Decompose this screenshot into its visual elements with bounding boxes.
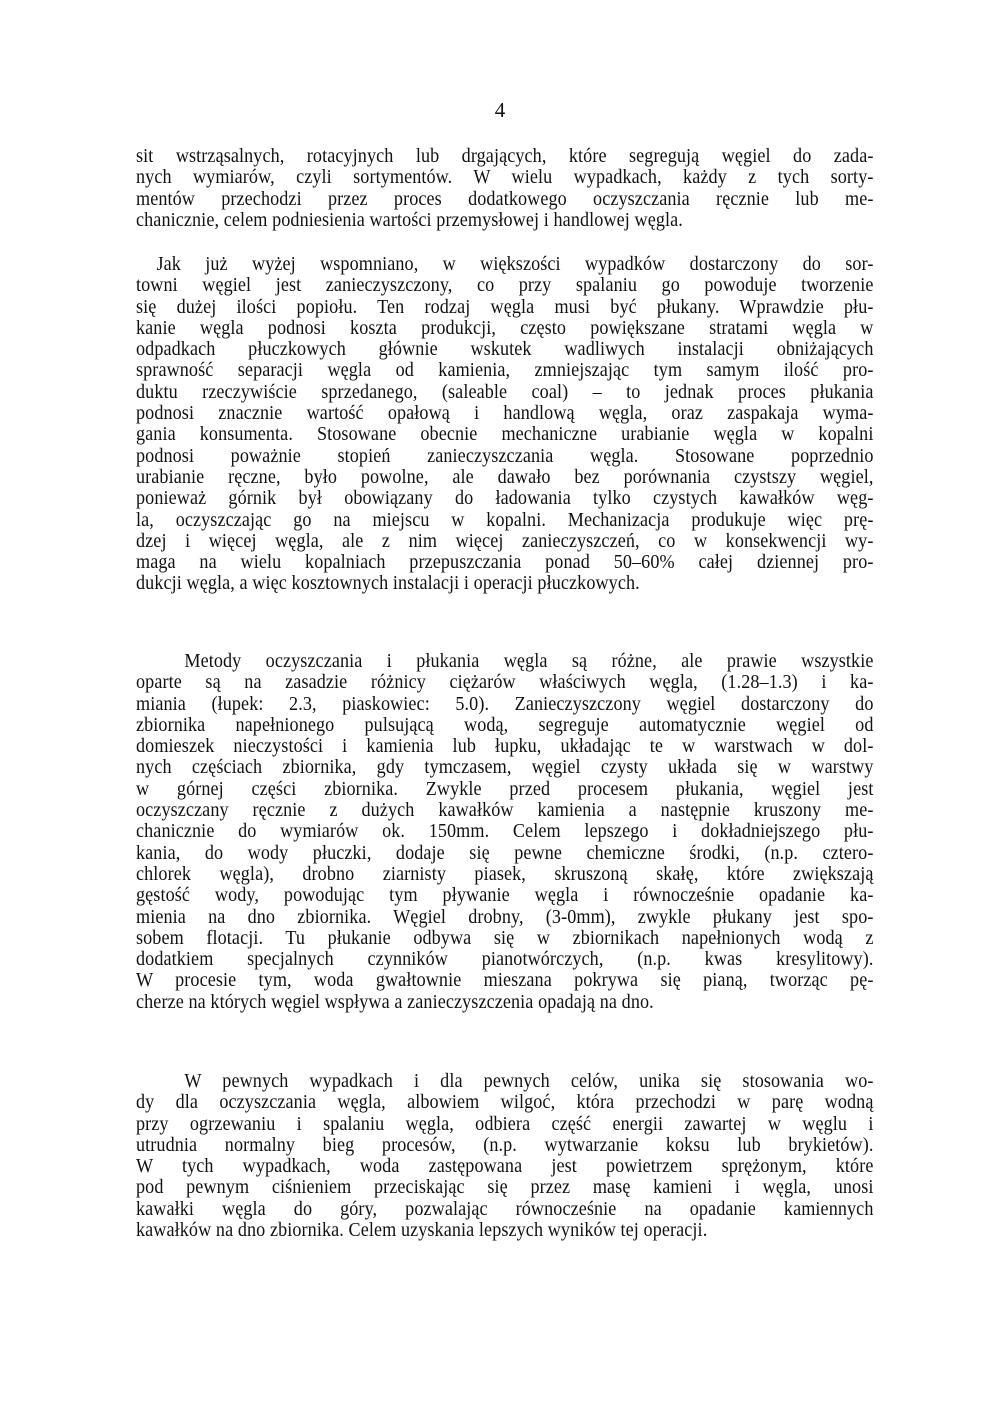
text-line: mienia na dno zbiornika. Węgiel drobny, (3-0mm), zwykle płukany jest spo- bbox=[136, 906, 874, 928]
text-line: przy ogrzewaniu i spalaniu węgla, odbiera część energii zawartej w węglu i bbox=[136, 1113, 874, 1135]
text-line: W procesie tym, woda gwałtownie mieszana pokrywa się pianą, tworząc pę- bbox=[136, 970, 874, 992]
text-line: dodatkiem specjalnych czynników pianotwórczych, (n.p. kwas kresylitowy). bbox=[136, 949, 874, 971]
text-line: nych wymiarów, czyli sortymentów. W wielu wypadkach, każdy z tych sorty- bbox=[136, 167, 874, 189]
text-line: podnosi poważnie stopień zanieczyszczania węgla. Stosowane poprzednio bbox=[136, 445, 874, 467]
text-line: gania konsumenta. Stosowane obecnie mechaniczne urabianie węgla w kopalni bbox=[136, 424, 874, 446]
text-line: chanicznie, celem podniesienia wartości przemysłowej i handlowej węgla. bbox=[136, 209, 683, 231]
text-line: podnosi znacznie wartość opałową i handlową węgla, oraz zaspakaja wyma- bbox=[136, 403, 874, 425]
paragraph-3 bbox=[136, 651, 874, 1013]
text-line: ponieważ górnik był obowiązany do ładowania tylko czystych kawałków węg- bbox=[136, 488, 874, 510]
text-line: urabianie ręczne, było powolne, ale dawało bez porównania czystszy węgiel, bbox=[136, 466, 874, 488]
text-line: duktu rzeczywiście sprzedanego, (saleable coal) – to jednak proces płukania bbox=[136, 381, 874, 403]
text-line: towni węgiel jest zanieczyszczony, co przy spalaniu go powoduje tworzenie bbox=[136, 275, 874, 297]
text-line: pod pewnym ciśnieniem przeciskając się przez masę kamieni i węgla, unosi bbox=[136, 1177, 874, 1199]
text-line: Jak już wyżej wspomniano, w większości wypadków dostarczony do sor- bbox=[156, 254, 874, 275]
text-line: sprawność separacji węgla od kamienia, zmniejszając tym samym ilość pro- bbox=[136, 360, 874, 382]
text-line: nych częściach zbiornika, gdy tymczasem, węgiel czysty układa się w warstwy bbox=[136, 757, 874, 779]
text-line: kanie węgla podnosi koszta produkcji, często powiększane stratami węgla w bbox=[136, 317, 874, 339]
text-line: utrudnia normalny bieg procesów, (n.p. wytwarzanie koksu lub brykietów). bbox=[136, 1134, 874, 1156]
text-line: miania (łupek: 2.3, piaskowiec: 5.0). Zanieczyszczony węgiel dostarczony do bbox=[136, 693, 874, 715]
text-line: dy dla oczyszczania węgla, albowiem wilgoć, która przechodzi w parę wodną bbox=[136, 1092, 874, 1114]
text-line: kania, do wody płuczki, dodaje się pewne chemiczne środki, (n.p. cztero- bbox=[136, 842, 874, 864]
text-line: oparte są na zasadzie różnicy ciężarów właściwych węgla, (1.28–1.3) i ka- bbox=[136, 672, 874, 694]
text-line: Metody oczyszczania i płukania węgla są różne, ale prawie wszystkie bbox=[184, 651, 874, 672]
text-line: kawałków na dno zbiornika. Celem uzyskania lepszych wyników tej operacji. bbox=[136, 1220, 708, 1242]
text-line: oczyszczany ręcznie z dużych kawałków kamienia a następnie kruszony me- bbox=[136, 800, 874, 822]
text-line: się dużej ilości popiołu. Ten rodzaj węgla musi być płukany. Wprawdzie płu- bbox=[136, 296, 874, 318]
text-line: sit wstrząsalnych, rotacyjnych lub drgających, które segregują węgiel do zada- bbox=[136, 146, 874, 167]
text-line: cherze na których węgiel wspływa a zanieczyszczenia opadają na dno. bbox=[136, 991, 654, 1013]
text-line: w górnej części zbiornika. Zwykle przed procesem płukania, węgiel jest bbox=[136, 778, 874, 800]
text-line: W tych wypadkach, woda zastępowana jest powietrzem sprężonym, które bbox=[136, 1156, 874, 1178]
text-line: gęstość wody, powodując tym pływanie węgla i równocześnie opadanie ka- bbox=[136, 885, 874, 907]
text-line: chlorek węgla), drobno ziarnisty piasek, skruszoną skałę, które zwiększają bbox=[136, 863, 874, 885]
text-line: dukcji węgla, a więc kosztownych instalacji i operacji płuczkowych. bbox=[136, 573, 640, 595]
text-line: dzej i więcej węgla, ale z nim więcej zanieczyszczeń, co w konsekwencji wy- bbox=[136, 530, 874, 552]
text-line: mentów przechodzi przez proces dodatkowego oczyszczania ręcznie lub me- bbox=[136, 188, 874, 210]
text-line: la, oczyszczając go na miejscu w kopalni. Mechanizacja produkuje więc prę- bbox=[136, 509, 874, 531]
text-line: sobem flotacji. Tu płukanie odbywa się w zbiornikach napełnionych wodą z bbox=[136, 927, 874, 949]
paragraph-1 bbox=[136, 146, 874, 231]
text-line: domieszek nieczystości i kamienia lub łupku, układając te w warstwach w dol- bbox=[136, 736, 874, 758]
paragraph-2 bbox=[136, 254, 874, 595]
text-line: chanicznie do wymiarów ok. 150mm. Celem lepszego i dokładniejszego płu- bbox=[136, 821, 874, 843]
text-line: W pewnych wypadkach i dla pewnych celów, unika się stosowania wo- bbox=[184, 1071, 874, 1092]
text-line: maga na wielu kopalniach przepuszczania ponad 50–60% całej dziennej pro- bbox=[136, 552, 874, 574]
text-line: kawałki węgla do góry, pozwalając równocześnie na opadanie kamiennych bbox=[136, 1198, 874, 1220]
text-line: zbiornika napełnionego pulsującą wodą, segreguje automatycznie węgiel od bbox=[136, 714, 874, 736]
text-line: odpadkach płuczkowych głównie wskutek wadliwych instalacji obniżających bbox=[136, 339, 874, 361]
paragraph-4 bbox=[136, 1071, 874, 1241]
page-number: 4 bbox=[494, 98, 506, 122]
